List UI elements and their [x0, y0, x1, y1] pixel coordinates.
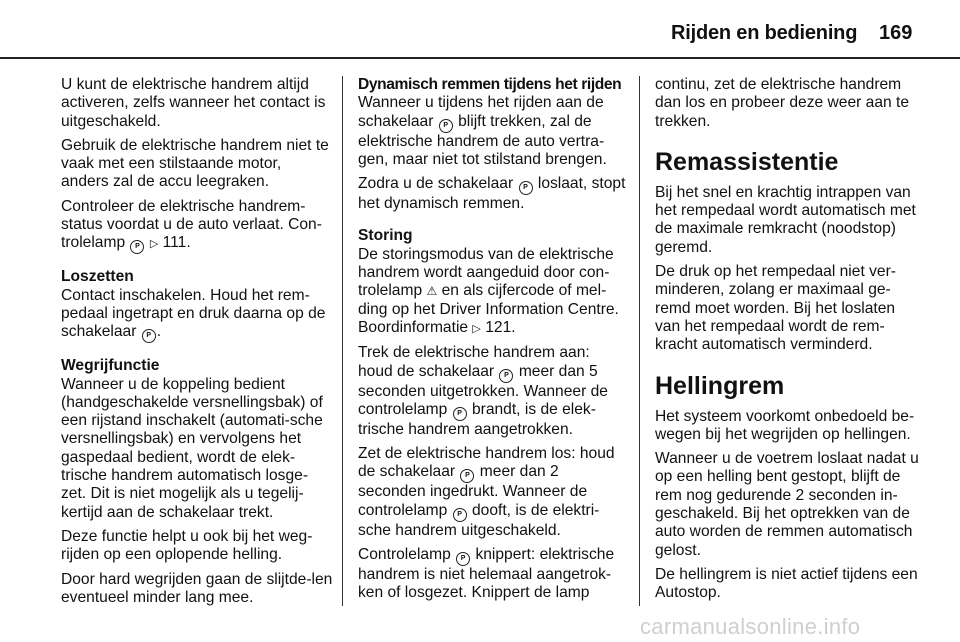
paragraph: De storingsmodus van de elektrische handrem wordt aangeduid door con-trolelamp ⚠ en als cijfercode of mel-ding op het Driver Information Centre. Boordinformatie ▷ 121. — [358, 245, 619, 336]
section-heading-dynamisch-remmen: Dynamisch remmen tijdens het rijden — [358, 76, 622, 93]
paragraph: Controlelamp P knippert: elektrische handrem is niet helemaal aangetrok-ken of losgezet. Knippert de lamp — [358, 546, 615, 602]
column-divider-1 — [342, 76, 343, 606]
page-title: Rijden en bediening — [671, 22, 858, 44]
paragraph: U kunt de elektrische handrem altijd activeren, zelfs wanneer het contact is uitgeschakeld. — [61, 76, 326, 130]
paragraph: Bij het snel en krachtig intrappen van het rempedaal wordt automatisch met de maximale remkracht (noodstop) geremd. — [655, 183, 916, 256]
column-2 — [358, 76, 628, 609]
paragraph: De druk op het rempedaal niet ver-minderen, zolang er maximaal ge-remd moet worden. Bij het loslaten van het rempedaal wordt de rem-kracht automatisch verminderd. — [655, 263, 896, 354]
parking-brake-icon: P — [439, 119, 453, 133]
paragraph: Zodra u de schakelaar P loslaat, stopt het dynamisch remmen. — [358, 175, 626, 213]
paragraph: Contact inschakelen. Houd het rem-pedaal ingetrapt en druk daarna op de schakelaar P . — [61, 287, 333, 344]
header-divider — [0, 57, 960, 59]
column-1 — [61, 76, 333, 613]
page-reference-triangle-icon: ▷ — [149, 238, 159, 251]
paragraph: continu, zet de elektrische handrem dan los en probeer deze weer aan te trekken. — [655, 76, 910, 130]
parking-brake-icon: P — [453, 508, 467, 522]
paragraph: Zet de elektrische handrem los: houd de schakelaar P meer dan 2 seconden ingedrukt. Wanneer de controlelamp P dooft, is de elektri-sche handrem uitgeschakeld. — [358, 445, 615, 539]
parking-brake-icon: P — [142, 329, 156, 343]
section-heading-wegrijfunctie: Wegrijfunctie — [61, 357, 160, 375]
parking-brake-icon: P — [456, 552, 470, 566]
paragraph: Het systeem voorkomt onbedoeld be-wegen bij het wegrijden op hellingen. — [655, 407, 915, 443]
paragraph: Trek de elektrische handrem aan: houd de schakelaar P meer dan 5 seconden uitgetrokken. Wanneer de controlelamp P brandt, is de elek-trische handrem aangetrokken. — [358, 344, 608, 438]
paragraph: Wanneer u de koppeling bedient (handgeschakelde versnellingsbak) of een rijstand inschakelt (automati-sche versnellingsbak) en vervolgens het gaspedaal bedient, wordt de elek-trische handrem automatisch losge-zet. Dit is niet mogelijk als u tegelij-kertijd aan de schakelaar trekt. — [61, 375, 323, 521]
section-heading-hellingrem: Hellingrem — [655, 371, 785, 400]
warning-lamp-icon: ⚠ — [426, 284, 438, 299]
page-reference-triangle-icon: ▷ — [472, 322, 481, 335]
paragraph: Wanneer u tijdens het rijden aan de schakelaar P blijft trekken, zal de elektrische handrem de auto vertra-gen, maar niet tot stilstand brengen. — [358, 94, 607, 168]
parking-brake-icon: P — [130, 240, 144, 254]
parking-brake-icon: P — [460, 469, 474, 483]
paragraph: Door hard wegrijden gaan de slijtde-len eventueel minder lang mee. — [61, 570, 333, 606]
section-heading-storing: Storing — [358, 227, 413, 245]
page-number: 169 — [879, 22, 913, 44]
paragraph: Deze functie helpt u ook bij het weg-rijden op een oplopende helling. — [61, 527, 313, 564]
parking-brake-icon: P — [453, 407, 467, 421]
section-heading-loszetten: Loszetten — [61, 268, 134, 286]
column-3 — [655, 76, 923, 609]
parking-brake-icon: P — [499, 369, 513, 383]
watermark: carmanualsonline.info — [640, 614, 861, 639]
page-header — [0, 0, 960, 60]
paragraph: De hellingrem is niet actief tijdens een Autostop. — [655, 565, 918, 602]
paragraph: Wanneer u de voetrem loslaat nadat u op een helling bent gestopt, blijft de rem nog gedurende 2 seconden in-geschakeld. Bij het optrekken van de auto worden de remmen automatisch gelost. — [655, 450, 919, 559]
column-divider-2 — [639, 76, 640, 606]
paragraph: Controleer de elektrische handrem-status voordat u de auto verlaat. Con-trolelamp P ▷ 111. — [61, 198, 333, 255]
section-heading-remassistentie: Remassistentie — [655, 147, 839, 176]
parking-brake-icon: P — [519, 181, 533, 195]
paragraph: Gebruik de elektrische handrem niet te vaak met een stilstaande motor, anders zal de accu leegraken. — [61, 136, 329, 191]
